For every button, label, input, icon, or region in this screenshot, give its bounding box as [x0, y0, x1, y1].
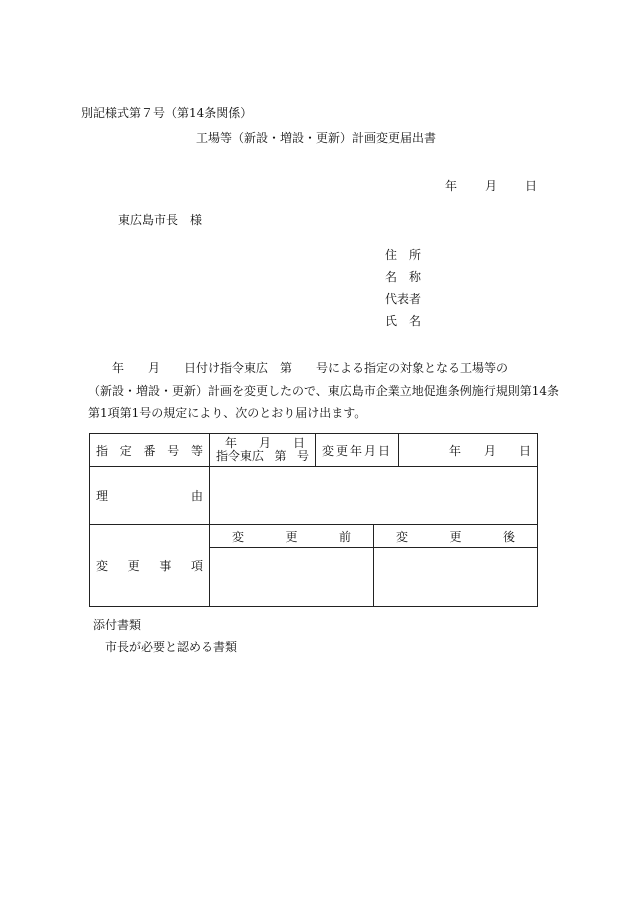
form-title: 工場等（新設・増設・更新）計画変更届出書 [196, 131, 437, 145]
designation-date-number-cell[interactable]: 年 月 日 指令東広 第 号 [210, 434, 316, 467]
body-line-2: （新設・増設・更新）計画を変更したので、東広島市企業立地促進条例施行規則第14条 [88, 384, 560, 398]
date-day-label: 日 [525, 179, 538, 193]
company-name-label: 名 称 [385, 270, 422, 284]
representative-label: 代表者 [385, 292, 422, 306]
attachments-title: 添付書類 [93, 618, 142, 632]
reason-label: 理 由 [90, 467, 210, 525]
body-line-3: 第1項第1号の規定により、次のとおり届け出ます。 [88, 406, 367, 420]
after-change-header: 変 更 後 [374, 525, 538, 548]
designation-number-label: 指 定 番 号 等 [90, 434, 210, 467]
before-change-field[interactable] [210, 548, 374, 607]
change-items-label: 変 更 事 項 [90, 525, 210, 607]
change-form-table [89, 433, 538, 607]
body-line-1: 年 月 日付け指令東広 第 号による指定の対象となる工場等の [88, 361, 509, 375]
change-date-label: 変更年月日 [316, 434, 399, 467]
change-date-field[interactable]: 年 月 日 [399, 434, 538, 467]
submission-date [445, 180, 537, 192]
addressee: 東広島市長 様 [118, 213, 203, 227]
reason-field[interactable] [210, 467, 538, 525]
attachment-item: 市長が必要と認める書類 [105, 640, 238, 654]
form-id: 別記様式第７号（第14条関係） [81, 106, 253, 120]
address-label: 住 所 [385, 248, 422, 262]
date-month-label: 月 [485, 179, 498, 193]
date-year-label: 年 [445, 179, 458, 193]
before-change-header: 変 更 前 [210, 525, 374, 548]
person-name-label: 氏 名 [385, 314, 422, 328]
after-change-field[interactable] [374, 548, 538, 607]
